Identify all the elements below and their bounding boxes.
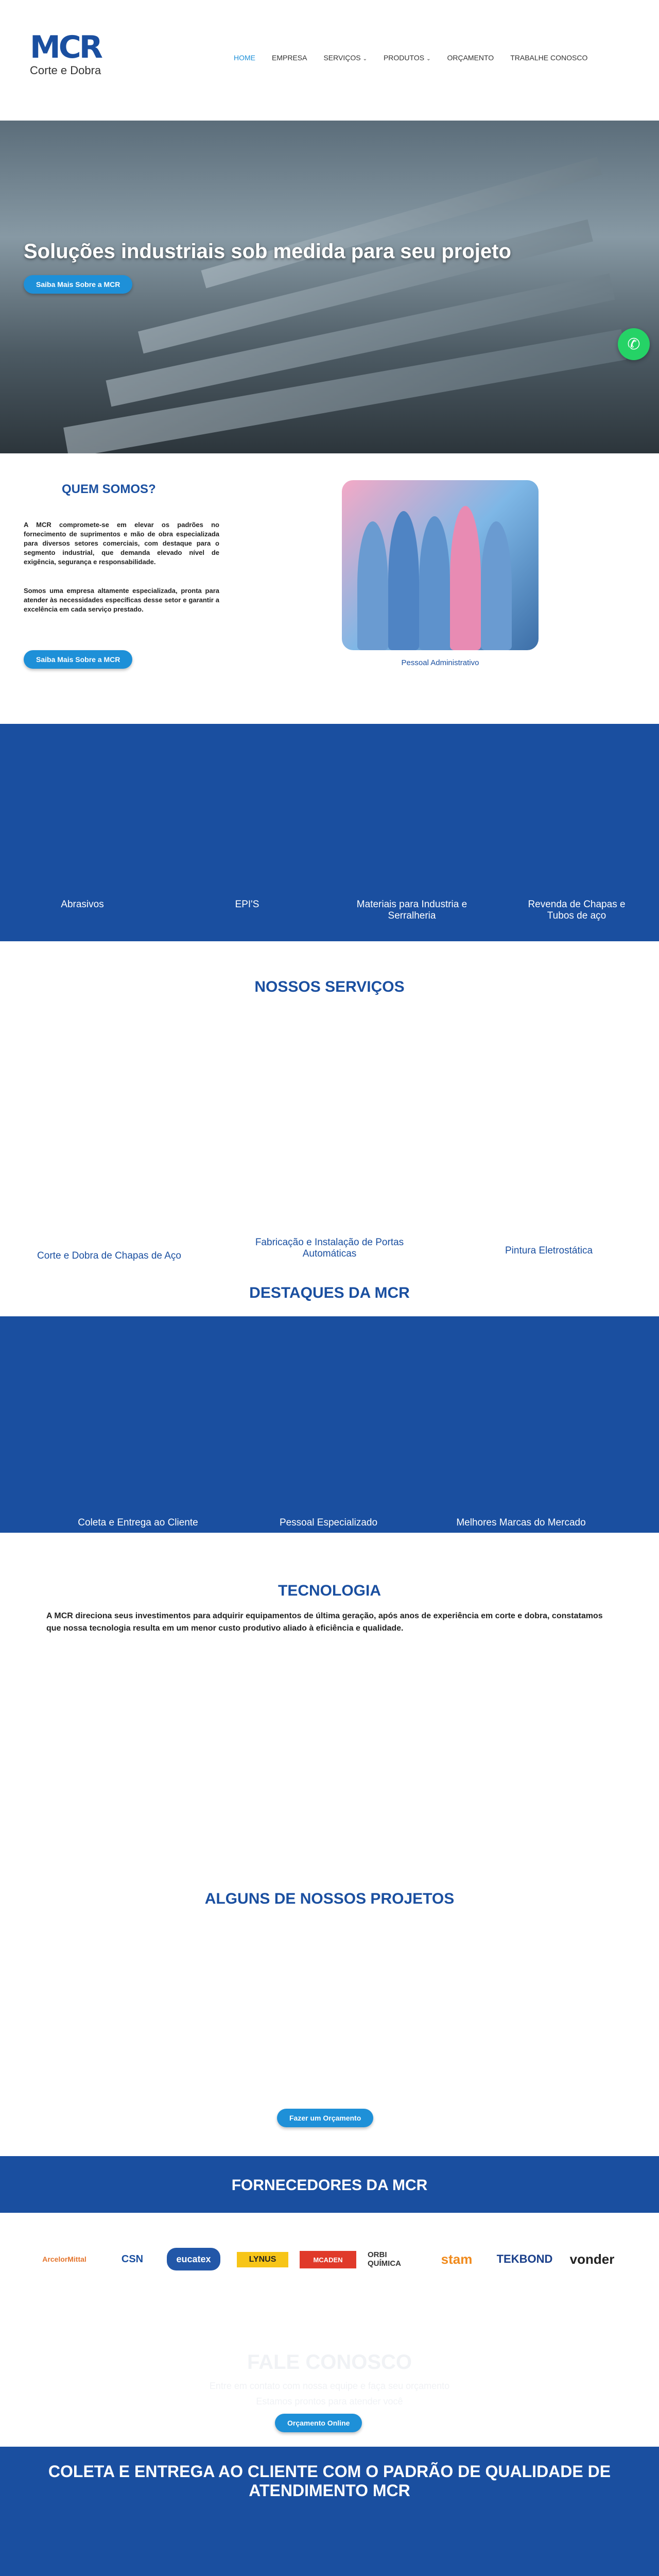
supplier-logo: [494, 2244, 555, 2275]
product-materiais[interactable]: [350, 899, 474, 922]
supplier-name: vonder: [569, 2251, 615, 2267]
supplier-logo: [237, 2252, 288, 2267]
highlights-title: DESTAQUES DA MCR: [249, 1284, 410, 1301]
supplier-name: ORBI QUÍMICA: [368, 2250, 401, 2268]
supplier-name: eucatex: [176, 2253, 211, 2264]
product-epis[interactable]: [185, 899, 309, 910]
nav-empresa-label: EMPRESA: [272, 54, 307, 62]
nav-orcamento-label: ORÇAMENTO: [447, 54, 494, 62]
supplier-logo: [561, 2244, 623, 2275]
nav-produtos-label: PRODUTOS: [383, 54, 425, 62]
about-paragraph: Somos uma empresa altamente especializada, pronta para atender às necessidades específicas desse setor e garantir a excelência em cada serviço prestado.: [24, 587, 219, 613]
nav-home[interactable]: [234, 54, 255, 62]
service-pintura[interactable]: [466, 1245, 631, 1257]
nav-produtos[interactable]: [384, 54, 430, 62]
supplier-name: LYNUS: [249, 2255, 276, 2264]
supplier-logo: [300, 2251, 356, 2268]
photo-figure: [357, 521, 388, 650]
product-label: Revenda de Chapas e Tubos de aço: [528, 899, 626, 921]
highlights-band: [0, 1316, 659, 1533]
site-header: [0, 0, 659, 121]
suppliers-logos: [0, 2213, 659, 2447]
supplier-name: CSN: [121, 2253, 144, 2265]
supplier-logo: [428, 2244, 485, 2275]
product-label: Materiais para Industria e Serralheria: [356, 899, 467, 921]
contact-line: Entre em contato com nossa equipe e faça seu orçamento: [209, 2381, 450, 2391]
products-band: [0, 724, 659, 941]
supplier-logo: [36, 2244, 93, 2275]
highlight-pessoal[interactable]: [246, 1517, 411, 1529]
service-label: Fabricação e Instalação de Portas Automáticas: [255, 1237, 404, 1259]
product-label: Abrasivos: [61, 899, 104, 910]
main-nav: [234, 54, 587, 62]
team-photo: [342, 480, 539, 650]
photo-caption: Pessoal Administrativo: [401, 658, 479, 667]
service-corte-dobra[interactable]: [27, 1250, 192, 1262]
hero-section: [0, 121, 659, 453]
tech-section: [0, 1533, 659, 2156]
about-section: [0, 453, 659, 724]
nav-servicos-label: SERVIÇOS: [323, 54, 361, 62]
product-label: EPI'S: [235, 899, 259, 910]
hero-cta-button[interactable]: Saiba Mais Sobre a MCR: [24, 275, 132, 294]
tech-title: TECNOLOGIA: [278, 1582, 381, 1599]
supplier-name: MCADEN: [313, 2256, 343, 2264]
contact-title: FALE CONOSCO: [247, 2351, 412, 2374]
supplier-name: ArcelorMittal: [42, 2255, 86, 2263]
site-logo[interactable]: [30, 29, 112, 77]
service-label: Pintura Eletrostática: [505, 1245, 593, 1256]
hero-title: Soluções industriais sob medida para seu projeto: [24, 240, 511, 263]
photo-figure: [388, 511, 419, 650]
coleta-title: COLETA E ENTREGA AO CLIENTE COM O PADRÃO DE QUALIDADE DE ATENDIMENTO MCR: [48, 2462, 611, 2500]
online-quote-button[interactable]: Orçamento Online: [275, 2414, 362, 2432]
product-abrasivos[interactable]: [21, 899, 144, 910]
coleta-section: [0, 2447, 659, 2576]
chevron-down-icon: ⌄: [426, 56, 431, 62]
supplier-name: TEKBOND: [496, 2252, 553, 2265]
photo-figure: [481, 521, 512, 650]
nav-empresa[interactable]: [272, 54, 307, 62]
nav-servicos[interactable]: [323, 54, 367, 62]
product-revenda[interactable]: [515, 899, 638, 922]
highlight-label: Pessoal Especializado: [279, 1517, 378, 1528]
services-title: NOSSOS SERVIÇOS: [254, 978, 405, 995]
quote-button[interactable]: Fazer um Orçamento: [277, 2109, 373, 2127]
logo-tagline: Corte e Dobra: [30, 64, 101, 77]
supplier-logo: [114, 2244, 150, 2275]
contact-line: Estamos prontos para atender você: [256, 2396, 403, 2406]
highlight-marcas[interactable]: [439, 1517, 603, 1529]
nav-home-label: HOME: [234, 54, 255, 62]
highlight-coleta[interactable]: [56, 1517, 220, 1529]
suppliers-title: FORNECEDORES DA MCR: [231, 2177, 428, 2194]
nav-trabalhe-conosco[interactable]: [510, 54, 587, 62]
tech-paragraph: A MCR direciona seus investimentos para adquirir equipamentos de última geração, após anos de experiência em corte e dobra, constatamos que nossa tecnologia resulta em um menor custo produtivo aliado à eficiência e qualidade.: [46, 1612, 603, 1633]
nav-trabalhe-label: TRABALHE CONOSCO: [510, 54, 588, 62]
nav-orcamento[interactable]: [447, 54, 494, 62]
projects-title: ALGUNS DE NOSSOS PROJETOS: [204, 1890, 455, 1907]
about-cta-button[interactable]: Saiba Mais Sobre a MCR: [24, 650, 132, 669]
chevron-down-icon: ⌄: [362, 56, 367, 62]
photo-figure: [450, 506, 481, 650]
whatsapp-icon: ✆: [627, 335, 640, 353]
photo-figure: [419, 516, 450, 650]
highlight-label: Coleta e Entrega ao Cliente: [78, 1517, 198, 1528]
service-portas[interactable]: [247, 1237, 412, 1260]
about-paragraph: A MCR compromete-se em elevar os padrões no fornecimento de suprimentos e mão de obra especializada para diversos setores comerciais, com destaque para o segmento industrial, que demanda elevado nível de exigência, segurança e responsabilidade.: [24, 521, 219, 566]
supplier-name: stam: [441, 2251, 473, 2267]
highlight-label: Melhores Marcas do Mercado: [456, 1517, 586, 1528]
whatsapp-float-button[interactable]: [618, 328, 650, 360]
logo-mark: MCR: [30, 29, 101, 65]
suppliers-band: [0, 2156, 659, 2213]
supplier-logo: [167, 2248, 220, 2270]
service-label: Corte e Dobra de Chapas de Aço: [37, 1250, 181, 1261]
about-title: QUEM SOMOS?: [62, 482, 156, 496]
services-section: [0, 941, 659, 1316]
supplier-logo: [368, 2244, 419, 2275]
